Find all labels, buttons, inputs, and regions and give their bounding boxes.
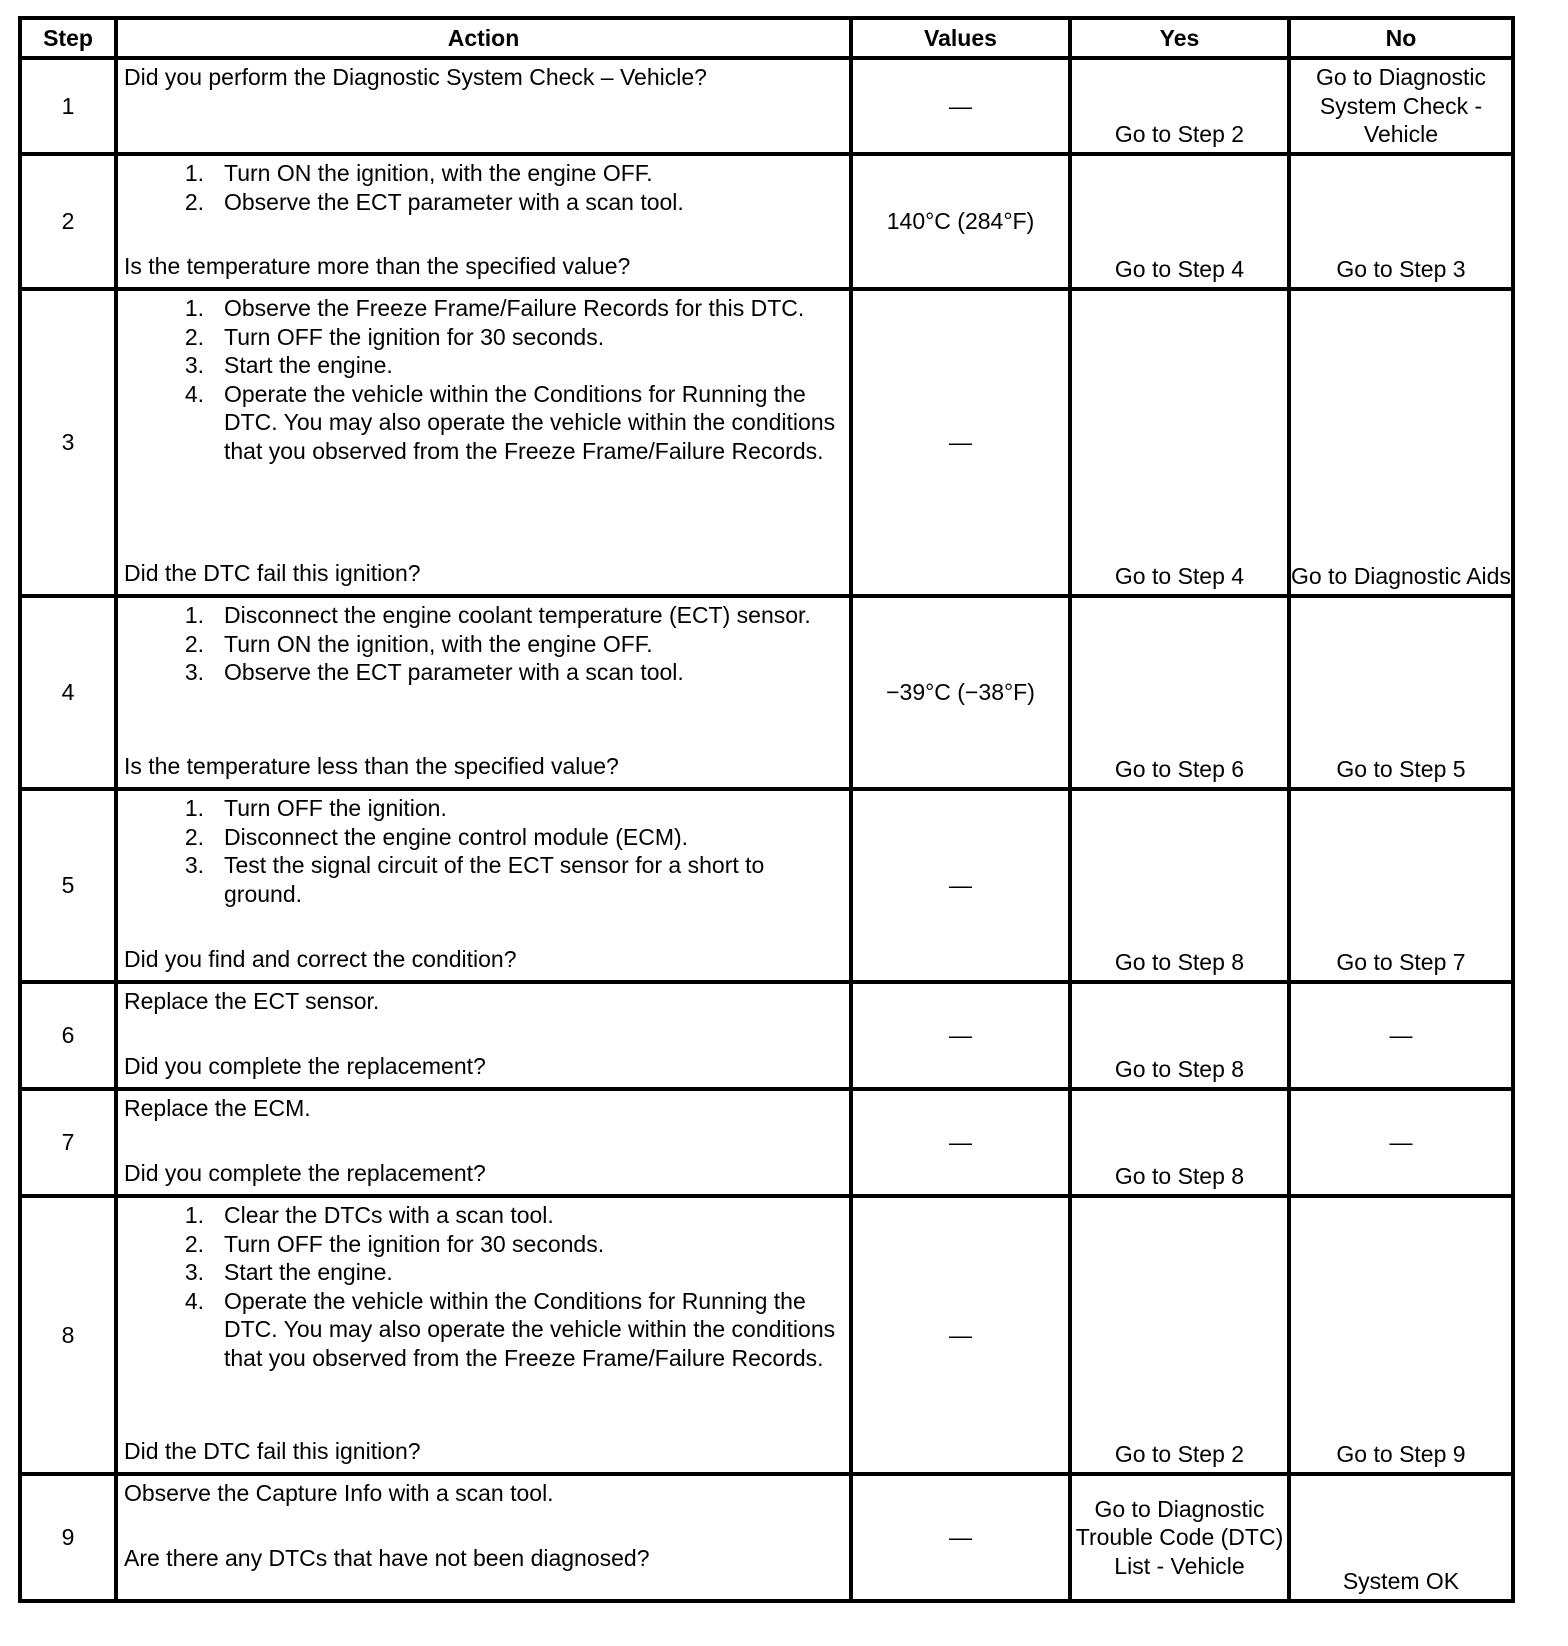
action-step: 3. Start the engine.	[184, 352, 393, 378]
step-number: 5	[20, 789, 116, 982]
action-step: 2. Observe the ECT parameter with a scan tool.	[184, 188, 684, 215]
header-row	[20, 18, 1513, 58]
action-step: 3. Test the signal circuit of the ECT sensor for a short to ground.	[184, 852, 765, 907]
action-step: 3. Start the engine.	[184, 1259, 393, 1285]
action-step: 1. Turn ON the ignition, with the engine OFF.	[184, 160, 653, 186]
header-yes: Yes	[1070, 18, 1289, 58]
no-cell: Go to Diagnostic System Check - Vehicle	[1289, 58, 1513, 154]
no-cell: Go to Step 9	[1289, 1196, 1513, 1474]
action-step: 2. Turn ON the ignition, with the engine OFF.	[184, 630, 653, 657]
no-cell: Go to Step 5	[1289, 596, 1513, 789]
action-cell	[116, 58, 851, 154]
table-row	[20, 289, 1513, 596]
action-question: Is the temperature less than the specified value?	[124, 752, 619, 779]
action-step: 3. Observe the ECT parameter with a scan tool.	[184, 659, 684, 685]
header-values: Values	[851, 18, 1070, 58]
action-step: 1. Clear the DTCs with a scan tool.	[184, 1202, 554, 1228]
header-step: Step	[20, 18, 116, 58]
action-step: 1. Turn OFF the ignition.	[184, 795, 447, 821]
action-step: 1. Disconnect the engine coolant temperature (ECT) sensor.	[184, 602, 811, 628]
value-cell: —	[851, 982, 1070, 1089]
value-cell: —	[851, 1474, 1070, 1601]
yes-cell: Go to Step 8	[1070, 982, 1289, 1089]
yes-cell: Go to Step 4	[1070, 154, 1289, 289]
action-question: Is the temperature more than the specified value?	[124, 252, 631, 279]
value-cell: —	[851, 1196, 1070, 1474]
no-cell: Go to Step 7	[1289, 789, 1513, 982]
action-cell	[116, 289, 851, 596]
no-cell: —	[1289, 982, 1513, 1089]
action-question: Did you complete the replacement?	[124, 1159, 486, 1186]
yes-cell: Go to Diagnostic Trouble Code (DTC) List - Vehicle	[1070, 1474, 1289, 1601]
action-step: 4. Operate the vehicle within the Conditions for Running the DTC. You may also operate the vehicle within the conditions that you observed from the Freeze Frame/Failure Records.	[184, 1287, 836, 1371]
table-row	[20, 1196, 1513, 1474]
action-cell	[116, 154, 851, 289]
action-steps	[124, 794, 841, 908]
no-cell: —	[1289, 1089, 1513, 1196]
table-row	[20, 596, 1513, 789]
action-cell	[116, 1196, 851, 1474]
yes-cell: Go to Step 2	[1070, 58, 1289, 154]
action-steps	[124, 159, 841, 216]
action-cell	[116, 1474, 851, 1601]
action-steps	[124, 601, 841, 687]
table-row	[20, 982, 1513, 1089]
action-question: Did the DTC fail this ignition?	[124, 1437, 421, 1464]
action-cell	[116, 1089, 851, 1196]
action-question: Did the DTC fail this ignition?	[124, 559, 421, 586]
no-cell: System OK	[1289, 1474, 1513, 1601]
step-number: 6	[20, 982, 116, 1089]
yes-cell: Go to Step 2	[1070, 1196, 1289, 1474]
step-number: 9	[20, 1474, 116, 1601]
action-text: Replace the ECM.	[124, 1095, 311, 1121]
yes-cell: Go to Step 8	[1070, 789, 1289, 982]
table-row	[20, 58, 1513, 154]
action-step: 2. Turn OFF the ignition for 30 seconds.	[184, 1230, 605, 1257]
table-row	[20, 1089, 1513, 1196]
value-cell: —	[851, 58, 1070, 154]
action-step: 4. Operate the vehicle within the Conditions for Running the DTC. You may also operate the vehicle within the conditions that you observed from the Freeze Frame/Failure Records.	[184, 380, 836, 464]
diagnostic-table	[18, 16, 1515, 1603]
table-row	[20, 789, 1513, 982]
step-number: 8	[20, 1196, 116, 1474]
yes-cell: Go to Step 4	[1070, 289, 1289, 596]
value-cell: −39°C (−38°F)	[851, 596, 1070, 789]
action-cell	[116, 596, 851, 789]
action-text: Observe the Capture Info with a scan tool.	[124, 1480, 554, 1506]
step-number: 1	[20, 58, 116, 154]
table-row	[20, 154, 1513, 289]
action-text: Did you perform the Diagnostic System Check – Vehicle?	[124, 64, 707, 90]
action-steps	[124, 294, 841, 465]
action-step: 2. Turn OFF the ignition for 30 seconds.	[184, 323, 605, 350]
action-cell	[116, 789, 851, 982]
action-question: Did you complete the replacement?	[124, 1052, 486, 1079]
action-step: 1. Observe the Freeze Frame/Failure Records for this DTC.	[184, 295, 805, 321]
header-no: No	[1289, 18, 1513, 58]
action-question: Are there any DTCs that have not been diagnosed?	[124, 1544, 650, 1571]
yes-cell: Go to Step 6	[1070, 596, 1289, 789]
value-cell: 140°C (284°F)	[851, 154, 1070, 289]
no-cell: Go to Step 3	[1289, 154, 1513, 289]
table-row	[20, 1474, 1513, 1601]
step-number: 3	[20, 289, 116, 596]
action-step: 2. Disconnect the engine control module (ECM).	[184, 823, 689, 850]
value-cell: —	[851, 289, 1070, 596]
header-action: Action	[116, 18, 851, 58]
value-cell: —	[851, 789, 1070, 982]
action-steps	[124, 1201, 841, 1372]
no-cell: Go to Diagnostic Aids	[1289, 289, 1513, 596]
action-cell	[116, 982, 851, 1089]
value-cell: —	[851, 1089, 1070, 1196]
yes-cell: Go to Step 8	[1070, 1089, 1289, 1196]
step-number: 7	[20, 1089, 116, 1196]
action-text: Replace the ECT sensor.	[124, 988, 380, 1014]
step-number: 4	[20, 596, 116, 789]
action-question: Did you find and correct the condition?	[124, 945, 517, 972]
step-number: 2	[20, 154, 116, 289]
